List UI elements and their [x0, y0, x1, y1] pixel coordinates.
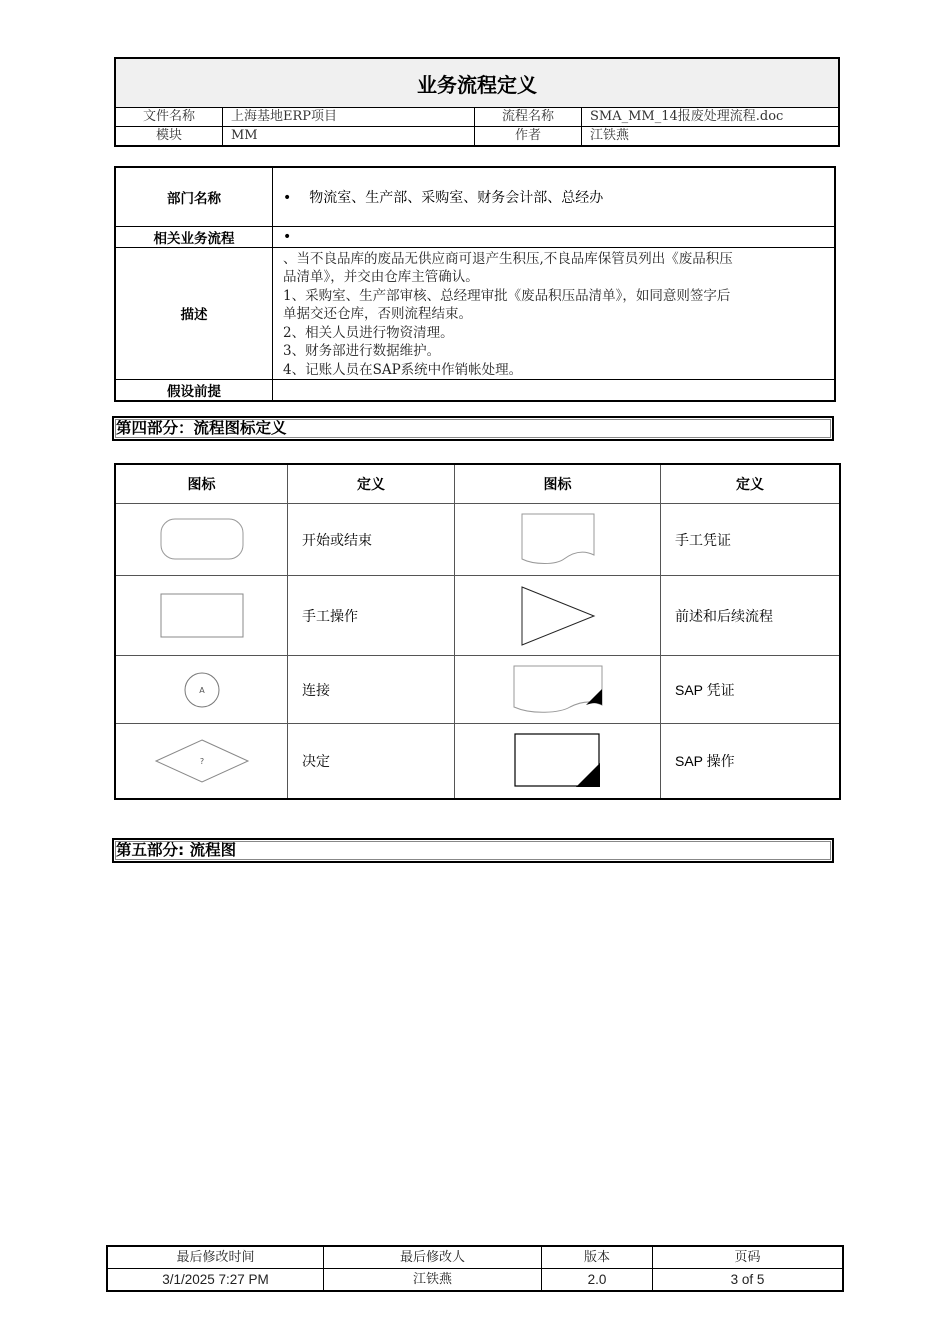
header-icon: 图标 — [115, 464, 288, 504]
page-label: 页码 — [653, 1246, 844, 1269]
description-line: 品清单》，并交由仓库主管确认。 — [283, 269, 479, 285]
modified-by-label: 最后修改人 — [324, 1246, 542, 1269]
version-label: 版本 — [542, 1246, 653, 1269]
icon-cell — [455, 504, 661, 576]
module-value: MM — [223, 127, 475, 146]
decision-icon — [154, 738, 250, 784]
definition-prev-next-process: 前述和后续流程 — [661, 576, 841, 656]
premise-label: 假设前提 — [115, 380, 273, 402]
definition-sap-document: SAP 凭证 — [661, 656, 841, 724]
manual-document-icon — [520, 513, 596, 567]
flow-name-label: 流程名称 — [475, 108, 582, 127]
description-line: 单据交还仓库，否则流程结束。 — [283, 306, 472, 322]
flow-name-value: SMA_MM_14报废处理流程.doc — [582, 108, 839, 127]
dept-cell — [273, 167, 836, 226]
icon-cell — [455, 656, 661, 724]
author-label: 作者 — [475, 127, 582, 146]
definition-sap-operation: SAP 操作 — [661, 724, 841, 799]
description-line: 4、记账人员在SAP系统中作销帐处理。 — [283, 361, 523, 378]
connector-icon — [183, 671, 221, 709]
icon-cell — [115, 504, 288, 576]
bullet: • — [283, 228, 292, 245]
description-line: 、当不良品库的废品无供应商可退产生积压,不良品库保管员列出《废品积压 — [283, 250, 733, 267]
start-end-icon — [160, 518, 244, 562]
related-process-cell — [273, 226, 836, 247]
module-label: 模块 — [116, 127, 223, 146]
description-line: 2、相关人员进行物资清理。 — [283, 324, 454, 341]
header-icon: 图标 — [455, 464, 661, 504]
modified-time-value: 3/1/2025 7:27 PM — [107, 1269, 324, 1292]
file-name-label: 文件名称 — [116, 108, 223, 127]
document-title: 业务流程定义 — [116, 59, 838, 108]
description-text — [273, 247, 836, 380]
bullet: • — [283, 189, 292, 206]
header-definition: 定义 — [288, 464, 455, 504]
modified-by-value: 江铁燕 — [324, 1269, 542, 1292]
icon-cell — [115, 656, 288, 724]
definition-connector: 连接 — [288, 656, 455, 724]
document-header — [114, 57, 840, 147]
manual-operation-icon — [160, 593, 244, 639]
definition-start-end: 开始或结束 — [288, 504, 455, 576]
description-line: 1、采购室、生产部审核、总经理审批《废品积压品清单》，如同意则签字后 — [283, 287, 731, 304]
definition-manual-document: 手工凭证 — [661, 504, 841, 576]
process-description-table — [114, 166, 836, 402]
description-label: 描述 — [115, 247, 273, 380]
modified-time-label: 最后修改时间 — [107, 1246, 324, 1269]
connector-letter: A — [198, 685, 205, 695]
premise-value — [273, 380, 836, 402]
author-value: 江铁燕 — [582, 127, 839, 146]
header-definition: 定义 — [661, 464, 841, 504]
section-4-title: 第四部分：流程图标定义 — [112, 416, 834, 441]
dept-value: 物流室、生产部、采购室、财务会计部、总经办 — [309, 189, 604, 206]
icon-cell — [455, 724, 661, 799]
dept-label: 部门名称 — [115, 167, 273, 226]
icon-cell — [115, 576, 288, 656]
description-line: 3、财务部进行数据维护。 — [283, 343, 441, 359]
version-value: 2.0 — [542, 1269, 653, 1292]
related-process-label: 相关业务流程 — [115, 226, 273, 247]
icon-cell — [115, 724, 288, 799]
prev-next-process-icon — [520, 586, 596, 646]
definition-decision: 决定 — [288, 724, 455, 799]
section-5-title: 第五部分: 流程图 — [112, 838, 834, 863]
sap-operation-icon — [514, 733, 602, 789]
decision-mark: ? — [199, 756, 204, 766]
page-number: 3 of 5 — [653, 1269, 844, 1292]
header-info-table — [116, 108, 838, 145]
file-name-value: 上海基地ERP项目 — [223, 108, 475, 127]
icon-cell — [455, 576, 661, 656]
icon-definition-table — [114, 463, 841, 800]
sap-document-icon — [512, 665, 604, 715]
document-footer — [106, 1245, 844, 1292]
definition-manual-operation: 手工操作 — [288, 576, 455, 656]
